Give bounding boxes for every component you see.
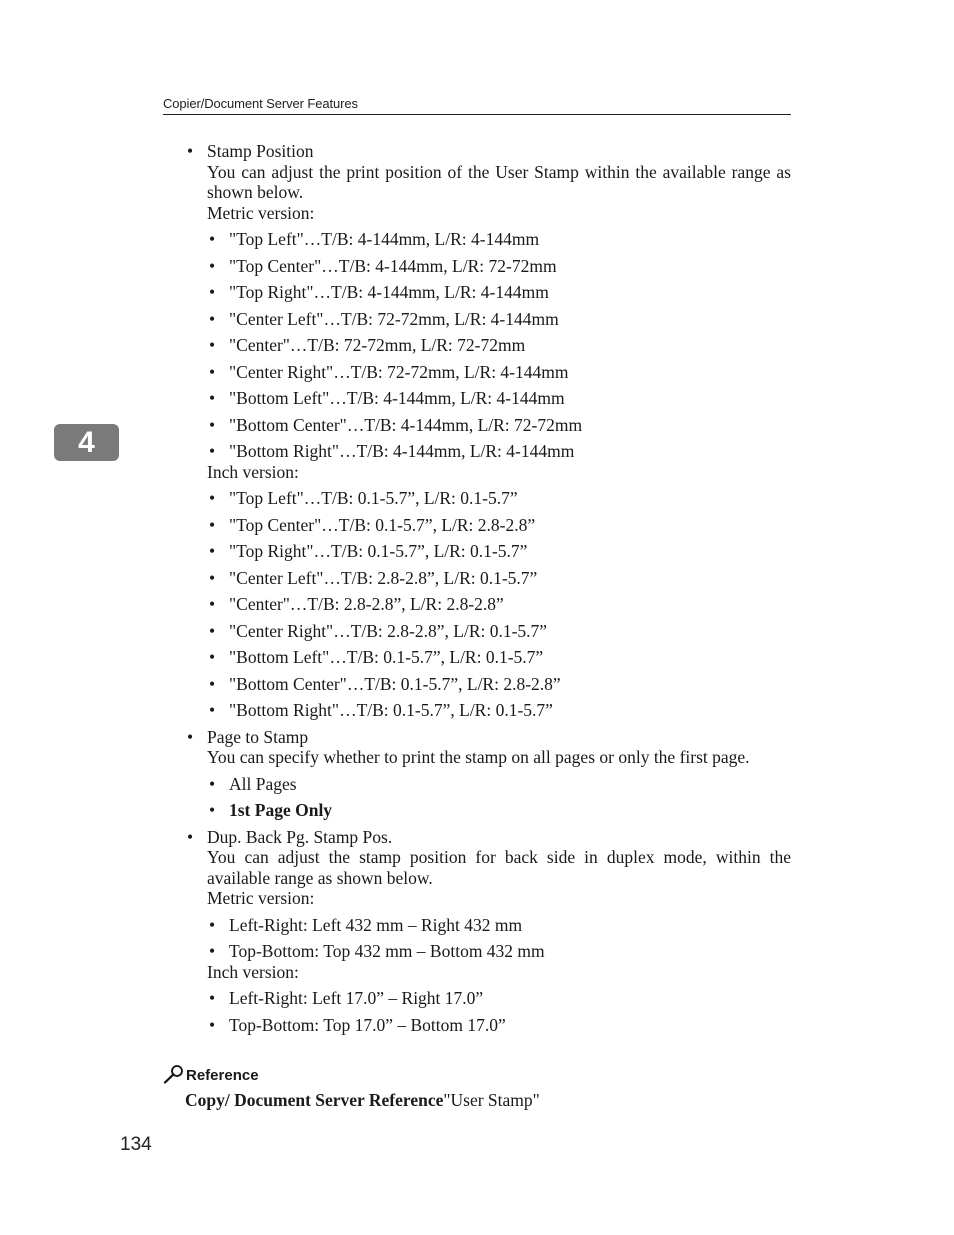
default-option-text: 1st Page Only	[229, 800, 333, 820]
list-item	[209, 700, 789, 721]
bullet: •	[187, 726, 194, 747]
reference-heading: Reference	[186, 1067, 259, 1084]
bullet: •	[209, 594, 216, 614]
list-item	[209, 414, 789, 436]
bullet: •	[209, 773, 216, 794]
list-item-text: "Center Left"…T/B: 2.8-2.8”, L/R: 0.1-5.7”	[229, 567, 538, 588]
list-item	[209, 335, 789, 356]
bullet: •	[209, 1014, 216, 1035]
chapter-tab: 4	[54, 424, 119, 461]
list-item	[209, 441, 789, 462]
bullet: •	[209, 541, 216, 561]
bullet: •	[187, 826, 194, 847]
list-item	[209, 567, 789, 589]
list-item	[209, 941, 789, 962]
bullet: •	[209, 673, 216, 694]
list-item	[209, 541, 789, 562]
list-item-text: "Bottom Left"…T/B: 4-144mm, L/R: 4-144mm	[229, 388, 565, 408]
metric-label: Metric version:	[207, 888, 315, 908]
page-number: 134	[120, 1134, 152, 1155]
bullet: •	[209, 914, 216, 935]
bullet: •	[209, 441, 216, 461]
list-item	[209, 594, 789, 615]
bullet: •	[209, 800, 216, 820]
list-item-text: "Bottom Left"…T/B: 0.1-5.7”, L/R: 0.1-5.7”	[229, 647, 544, 667]
list-item-text: Left-Right: Left 17.0” – Right 17.0”	[229, 988, 484, 1008]
bullet: •	[209, 308, 216, 329]
bullet: •	[209, 647, 216, 667]
list-item	[209, 282, 789, 303]
list-item	[209, 914, 789, 936]
list-item	[209, 229, 789, 250]
section-stamp-position	[187, 141, 791, 223]
section-title: Dup. Back Pg. Stamp Pos.	[207, 826, 393, 847]
reference-topic: "User Stamp"	[443, 1090, 540, 1110]
inch-label-block	[207, 462, 791, 483]
section-description: You can adjust the print position of the User Stamp within the available range as shown below.	[207, 161, 791, 202]
running-header: Copier/Document Server Features	[163, 96, 358, 111]
section-title: Page to Stamp	[207, 726, 309, 747]
list-item	[209, 620, 789, 642]
list-item	[209, 514, 789, 536]
list-item	[209, 388, 789, 409]
list-item-text: "Center Right"…T/B: 2.8-2.8”, L/R: 0.1-5.7”	[229, 620, 548, 641]
inch-label-block	[207, 962, 791, 983]
bullet: •	[209, 388, 216, 408]
list-item-default	[209, 800, 789, 821]
reference-heading-row	[163, 1064, 259, 1084]
magnifier-reference-icon	[163, 1064, 185, 1084]
list-item	[209, 647, 789, 668]
section-dup-back-stamp-pos	[187, 826, 791, 909]
list-item-text: "Top Left"…T/B: 4-144mm, L/R: 4-144mm	[229, 229, 540, 249]
list-item-text: "Bottom Right"…T/B: 0.1-5.7”, L/R: 0.1-5.7”	[229, 700, 553, 720]
bullet: •	[209, 488, 216, 508]
bullet: •	[209, 361, 216, 382]
bullet: •	[209, 335, 216, 355]
list-item	[209, 1014, 789, 1036]
list-item-text: "Top Left"…T/B: 0.1-5.7”, L/R: 0.1-5.7”	[229, 488, 518, 508]
list-item-text: "Top Center"…T/B: 0.1-5.7”, L/R: 2.8-2.8”	[229, 514, 536, 535]
list-item-text: All Pages	[229, 773, 297, 794]
list-item-text: "Top Center"…T/B: 4-144mm, L/R: 72-72mm	[229, 255, 557, 276]
list-item-text: "Top Right"…T/B: 0.1-5.7”, L/R: 0.1-5.7”	[229, 541, 528, 561]
section-page-to-stamp	[187, 726, 791, 768]
list-item-text: "Center"…T/B: 2.8-2.8”, L/R: 2.8-2.8”	[229, 594, 504, 614]
list-item	[209, 773, 789, 795]
list-item	[209, 988, 789, 1009]
reference-link	[185, 1090, 540, 1111]
section-title: Stamp Position	[207, 141, 314, 161]
inch-label: Inch version:	[207, 961, 299, 982]
list-item	[209, 308, 789, 330]
bullet: •	[209, 255, 216, 276]
bullet: •	[209, 414, 216, 435]
list-item	[209, 673, 789, 695]
bullet: •	[187, 141, 194, 161]
section-description: You can specify whether to print the stamp on all pages or only the first page.	[207, 747, 750, 767]
bullet: •	[209, 229, 216, 249]
bullet: •	[209, 620, 216, 641]
bullet: •	[209, 567, 216, 588]
list-item	[209, 255, 789, 277]
list-item-text: "Bottom Center"…T/B: 4-144mm, L/R: 72-72mm	[229, 414, 583, 435]
bullet: •	[209, 988, 216, 1008]
main-content	[0, 141, 954, 1035]
bullet: •	[209, 941, 216, 961]
bullet: •	[209, 282, 216, 302]
inch-label: Inch version:	[207, 461, 299, 482]
list-item-text: "Bottom Right"…T/B: 4-144mm, L/R: 4-144mm	[229, 441, 575, 461]
header-rule	[163, 114, 791, 115]
list-item	[209, 361, 789, 383]
list-item-text: "Top Right"…T/B: 4-144mm, L/R: 4-144mm	[229, 282, 549, 302]
list-item-text: Top-Bottom: Top 17.0” – Bottom 17.0”	[229, 1014, 506, 1035]
bullet: •	[209, 700, 216, 720]
reference-manual-name: Copy/ Document Server Reference	[185, 1090, 444, 1110]
list-item-text: Left-Right: Left 432 mm – Right 432 mm	[229, 914, 523, 935]
bullet: •	[209, 514, 216, 535]
list-item-text: "Center Right"…T/B: 72-72mm, L/R: 4-144mm	[229, 361, 569, 382]
section-description: You can adjust the stamp position for back side in duplex mode, within the available range as shown below.	[207, 847, 791, 888]
list-item	[209, 488, 789, 509]
list-item-text: Top-Bottom: Top 432 mm – Bottom 432 mm	[229, 941, 545, 961]
list-item-text: "Center"…T/B: 72-72mm, L/R: 72-72mm	[229, 335, 526, 355]
list-item-text: "Center Left"…T/B: 72-72mm, L/R: 4-144mm	[229, 308, 559, 329]
list-item-text: "Bottom Center"…T/B: 0.1-5.7”, L/R: 2.8-2.8”	[229, 673, 561, 694]
metric-label: Metric version:	[207, 202, 315, 223]
